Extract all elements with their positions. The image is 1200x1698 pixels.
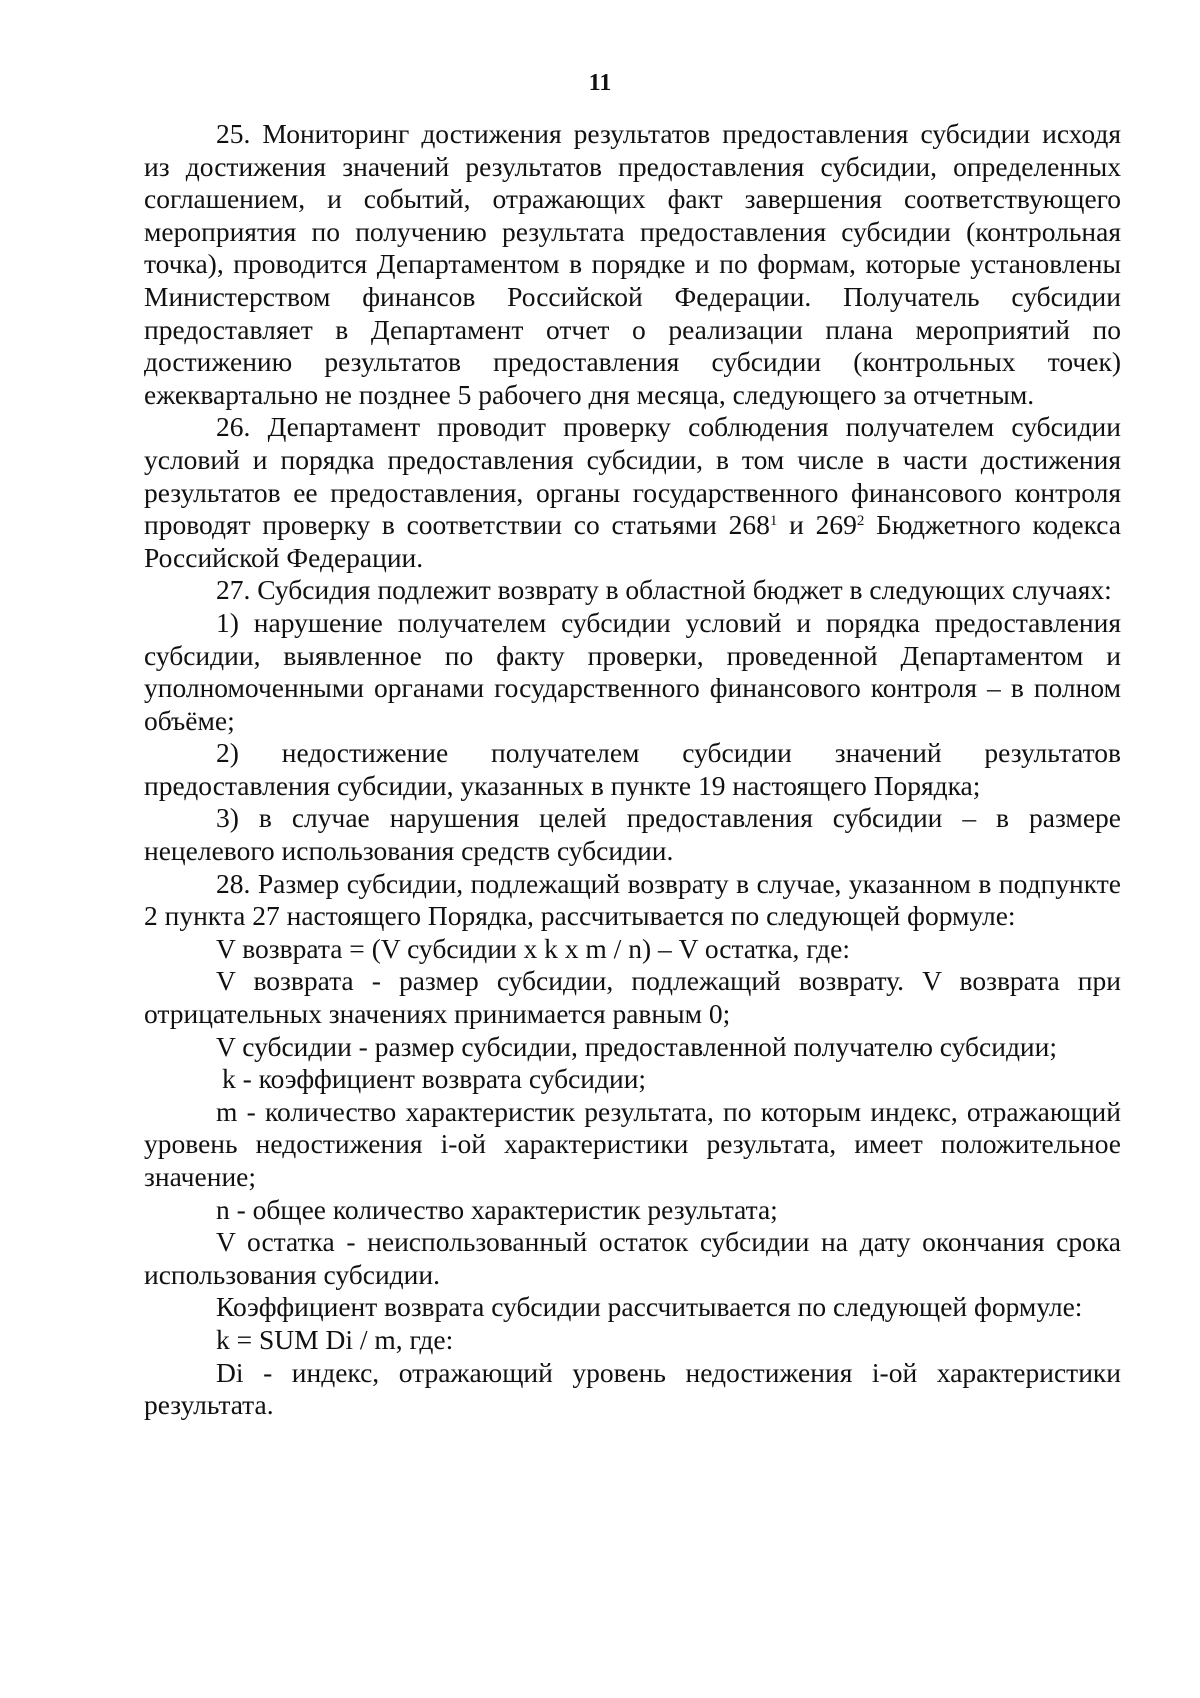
definition-n: n - общее количество характеристик результата; xyxy=(216,1193,778,1225)
definition-v-ostatka: V остатка - неиспользованный остаток субсидии на дату окончания срока использования субсидии. xyxy=(144,1226,1121,1290)
paragraph-27-item-3: 3) в случае нарушения целей предоставления субсидии – в размере нецелевого использования средств субсидии. xyxy=(144,802,1121,867)
paragraph-26-text-start: 26. Департамент проводит проверку соблюдения получателем субсидии условий и порядка предоставления субсидии, в том числе в части достижения результатов ее предоставления, органы государственного финансового контроля проводят проверку в соответствии со статьями 268 xyxy=(144,411,1121,541)
paragraph-26-text-end: Бюджетного кодекса Российской Федерации. xyxy=(144,509,1121,573)
paragraph-27: 27. Субсидия подлежит возврату в областной бюджет в следующих случаях: xyxy=(216,574,1112,606)
paragraph-27-item-1: 1) нарушение получателем субсидии условий и порядка предоставления субсидии, выявленное по факту проверки, проведенной Департаментом и уполномоченными органами государственного финансового контроля – в полном объёме; xyxy=(144,606,1121,736)
definition-m: m - количество характеристик результата, по которым индекс, отражающий уровень недостижения i-ой характеристики результата, имеет положительное значение; xyxy=(144,1095,1121,1192)
page-number: 11 xyxy=(588,70,612,96)
paragraph-27-item-2: 2) недостижение получателем субсидии значений результатов предоставления субсидии, указанных в пункте 19 настоящего Порядка; xyxy=(144,737,1121,801)
definition-k: k - коэффициент возврата субсидии; xyxy=(222,1063,647,1095)
definition-v-subsidii: V субсидии - размер субсидии, предоставленной получателю субсидии; xyxy=(216,1030,1058,1062)
definition-di: Di - индекс, отражающий уровень недостижения i-ой характеристики результата. xyxy=(144,1356,1121,1421)
formula-k: k = SUM Di / m, где: xyxy=(216,1323,454,1355)
document-body xyxy=(144,118,1121,1422)
superscript-2: 2 xyxy=(856,513,865,530)
paragraph-25: 25. Мониторинг достижения результатов предоставления субсидии исходя из достижения значений результатов предоставления субсидии, определенных соглашением, и событий, отражающих факт завершения соответствующего мероприятия по получению результата предоставления субсидии (контрольная точка), проводится Департаментом в порядке и по формам, которые установлены Министерством финансов Российской Федерации. Получатель субсидии предоставляет в Департамент отчет о реализации плана мероприятий по достижению результатов предоставления субсидии (контрольных точек) ежеквартально не позднее 5 рабочего дня месяца, следующего за отчетным. xyxy=(144,118,1121,410)
coefficient-intro: Коэффициент возврата субсидии рассчитывается по следующей формуле: xyxy=(216,1291,1083,1323)
definition-v-vozvrata: V возврата - размер субсидии, подлежащий возврату. V возврата при отрицательных значениях принимается равным 0; xyxy=(144,965,1121,1030)
paragraph-28: 28. Размер субсидии, подлежащий возврату в случае, указанном в подпункте 2 пункта 27 настоящего Порядка, рассчитывается по следующей формуле: xyxy=(144,867,1121,932)
paragraph-26 xyxy=(144,411,1121,574)
paragraph-26-text-mid: и 269 xyxy=(777,509,857,541)
formula-v-vozvrata: V возврата = (V субсидии x k x m / n) – V остатка, где: xyxy=(216,932,850,964)
superscript-1: 1 xyxy=(769,513,778,530)
